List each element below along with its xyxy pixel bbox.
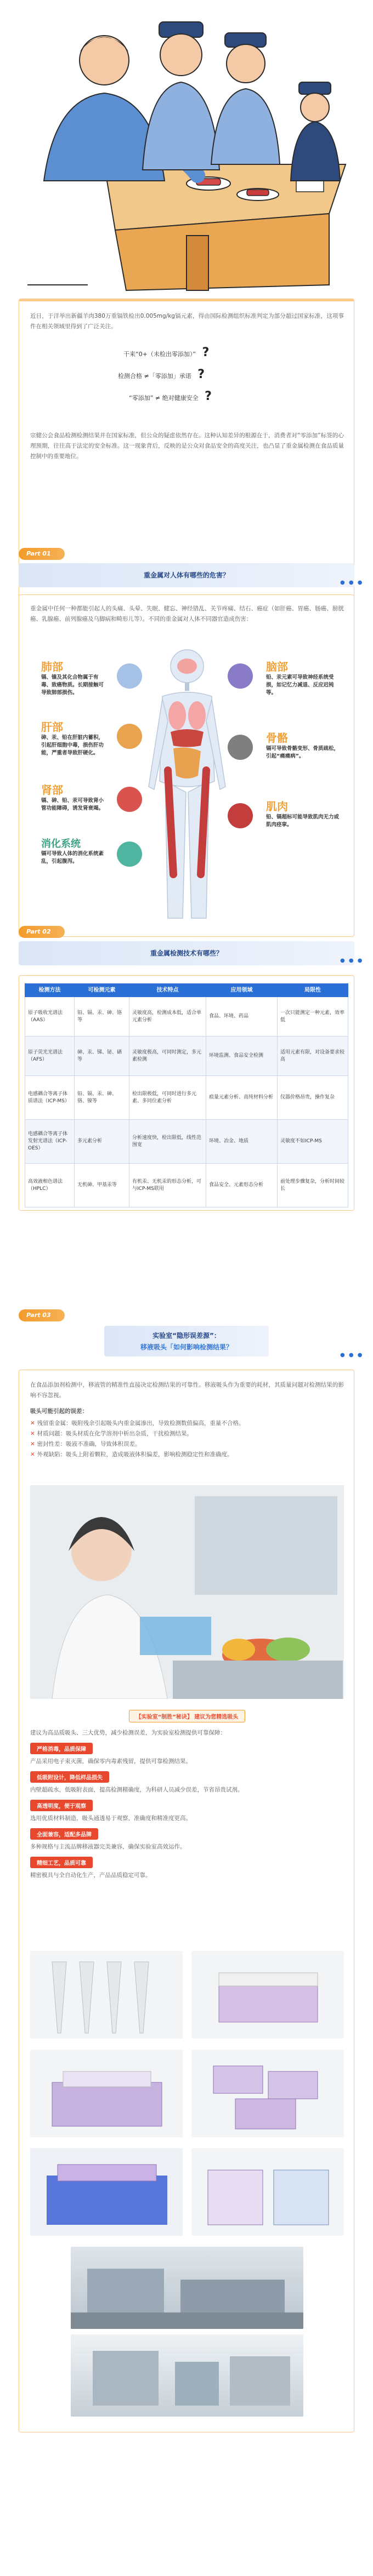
hero-illustration [22,0,351,296]
table-cell: 前处理步骤复杂，分析时间较长 [278,1164,348,1207]
organ-digestive-title: 消化系统 [41,838,81,850]
cross-icon: ✕ [30,1420,37,1427]
table-cell: 电感耦合等离子体质谱法（ICP-MS） [25,1076,75,1120]
tips-intro: 建议为高品质吸头、三大优势，减少检测误差，为实验室检测提供可靠保障： [30,1730,226,1736]
organ-bone [228,729,343,760]
human-body-figure [143,644,231,929]
table-cell: 食品、环境、药品 [206,997,278,1037]
tip-label: 严格消毒，品质保障 [30,1743,93,1754]
organ-digestive-text: 镉可导致人体的消化系统紊乱，引起腹泻。 [41,851,104,865]
product-photo-tips-1 [30,1951,183,2039]
table-cell: 分析速度快，检出限低，线性范围宽 [129,1120,206,1164]
table-cell: 食品安全、元素形态分析 [206,1164,278,1207]
intro-paragraph-1: 近日，于洋举出新疆羊肉380万重镉铁检出0.005mg/kg镉元素，得由国际检测组织标准判定为部分超过国家标准，这项事件在相关领域里得到了广泛关注。 [30,313,344,330]
brain-icon [228,663,253,689]
part-01-title: 重金属对人体有哪些的危害？ [19,563,354,587]
question-1 [123,346,209,359]
tip-item [30,1857,344,1881]
tip-label: 高透明度，便于观察 [30,1800,93,1811]
part-02-title: 重金属检测技术有哪些？ [19,941,354,965]
list-item: ✕ 外观缺陷：吸头上附着颗粒，造成吸液体积偏差，影响检测稳定性和准确度。 [30,1451,233,1458]
part-03-card [19,1370,354,2432]
detection-methods-table [25,983,348,1207]
table-row [25,1076,348,1120]
organ-lung [41,658,151,697]
part-03-tag: Part 03 [19,1309,65,1321]
product-photo-stack [191,2050,344,2137]
table-cell: 环境监测、食品安全检测 [206,1037,278,1076]
part-03-subhead: 吸头可能引起的误差： [30,1408,88,1415]
cross-icon: ✕ [30,1441,37,1447]
product-photo-rack-1 [191,1951,344,2039]
table-cell: 原子荧光光谱法（AFS） [25,1037,75,1076]
tip-text: 内壁超疏水，低吸附表面，提高检测精确度，为科研人员减少误差，节省昂贵试剂。 [30,1787,244,1793]
list-item: ✕ 材质问题：吸头材质在化学溶剂中析出杂质，干扰检测结果。 [30,1430,193,1437]
organ-muscle-title: 肌肉 [266,800,288,813]
muscle-icon [228,803,253,828]
question-2-text: 检测合格 ≠「零添加」承诺 [118,373,191,380]
table-cell: 电感耦合等离子体发射光谱法（ICP-OES） [25,1120,75,1164]
part-02-card [19,975,354,1211]
intestine-icon [117,842,142,867]
table-header: 应用领域 [206,984,278,997]
question-3 [129,390,212,403]
organ-bone-text: 镉可导致骨骼变形、骨质疏松，引起“痛痛病”。 [266,746,340,759]
part-03-intro: 在食品添加剂检测中，移液管的精准性直接决定检测结果的可靠性。移液吸头作为重要的耗材，其质量问题对检测结果的影响不容忽视。 [30,1382,344,1399]
part-03-title-line-1: 实验室“隐形误差源”： [152,1332,221,1339]
dots-decoration: ● ● ● [340,958,364,964]
lab-photo [30,1485,344,1699]
dots-decoration: ● ● ● [340,580,364,586]
bone-icon [228,735,253,760]
table-cell: 一次只能测定一种元素，效率低 [278,997,348,1037]
table-cell: 痕量元素分析、高纯材料分析 [206,1076,278,1120]
table-cell: 检出限极低，可同时进行多元素、多同位素分析 [129,1076,206,1120]
tip-text: 产品采用电子束灭菌，确保零内毒素残留，提供可靠检测结果。 [30,1758,191,1765]
tips-badge: 【实验室“制胜”秘诀】 建议为您精选吸头 [129,1710,246,1722]
kidney-icon [117,787,142,812]
product-photo-rack-2 [30,2050,183,2137]
table-cell: 适用元素有限，对设备要求较高 [278,1037,348,1076]
organ-brain [228,658,343,697]
part-03-title [104,1326,269,1356]
table-cell: 有机汞、无机汞的形态分析，可与ICP-MS联用 [129,1164,206,1207]
table-cell: 铅、镉、汞、砷、铬等 [75,997,129,1037]
part-02-tag: Part 02 [19,926,65,938]
organ-liver-text: 砷、汞、铅在肝脏内蓄积，引起肝细胞中毒，损伤肝功能，严重者导致肝硬化。 [41,735,104,756]
question-3-text: “零添加” ≠ 绝对健康安全 [129,394,199,402]
table-cell: 灵敏度极高，可同时测定，多元素检测 [129,1037,206,1076]
table-row [25,1164,348,1207]
table-cell: 无机砷、甲基汞等 [75,1164,129,1207]
organ-brain-title: 脑部 [266,660,288,673]
table-header: 局限性 [278,984,348,997]
intro-paragraph-2: 宗健公会食品检测检测结果并在国家标准，但公众的疑虑依然存在。这种认知差异的根源在于，消费者对“零添加”标签的心理预期，往往高于法定的安全标准。这一现象背后，反映的是公众对食品安全的高度关注，也凸显了重金属检测在食品质量控制中的重要地位。 [30,432,344,460]
organ-kidney-title: 肾部 [41,783,63,797]
part-01-card [19,594,354,937]
tip-text: 选用优质材料制造，吸头通透易于观察，准确度和精准度更高。 [30,1815,191,1822]
table-header: 可检测元素 [75,984,129,997]
table-row [25,1037,348,1076]
error-list [30,1418,344,1460]
organ-liver [41,718,151,757]
organ-muscle-text: 铅、镉超标可能导致肌肉无力或肌肉痉挛。 [266,814,340,828]
tip-item [30,1828,344,1852]
part-01-tag: Part 01 [19,548,65,560]
table-header: 检测方法 [25,984,75,997]
question-2 [118,368,205,381]
cross-icon: ✕ [30,1430,37,1437]
lung-icon [117,663,142,689]
organ-lung-title: 肺部 [41,660,63,673]
organ-bone-title: 骨骼 [266,731,288,745]
tips-section [30,1710,344,1881]
organ-liver-title: 肝部 [41,720,63,734]
list-item: ✕ 残留重金属：吸附残余引起吸头内重金属渗出，导致检测数值偏高，重量不合格。 [30,1420,245,1427]
organ-brain-text: 铅、汞元素可导致神经系统受损，如记忆力减退、反应迟钝等。 [266,674,334,696]
tip-item [30,1800,344,1824]
table-row [25,1120,348,1164]
product-photo-rack-3 [30,2148,183,2236]
dots-decoration: ● ● ● [340,1352,364,1358]
list-item: ✕ 密封性差：吸液不准确，导致体积误差。 [30,1441,141,1447]
question-mark-icon: ? [205,390,212,403]
tip-text: 多种规格与主流品牌移液器完美兼容，确保实验室高效运作。 [30,1844,186,1850]
organ-lung-text: 镉、镍及其化合物属于有毒、致癌物质。长期接触可导致肺部损伤。 [41,674,104,696]
table-cell: 铅、镉、汞、砷、铬、镍等 [75,1076,129,1120]
factory-photo-1 [71,2247,303,2329]
part-01-intro: 重金属中任何一种都能引起人的头痛、头晕、失眠、健忘、神经错乱、关节疼痛、结石、癌症（如肝癌、胃癌、肠癌、膀胱癌、乳腺癌、前列腺癌及乌脚病和畸形儿等）。不同的重金属对人体不同器官造成伤害： [30,605,344,622]
tip-text: 精密模具与全自动化生产，产品品质稳定可靠。 [30,1872,151,1879]
table-cell: 仪器价格昂贵，操作复杂 [278,1076,348,1120]
tip-label: 精细工艺，品质可靠 [30,1857,93,1868]
question-mark-icon: ? [197,368,205,381]
cross-icon: ✕ [30,1451,37,1458]
organ-digestive [41,836,151,866]
liver-icon [117,724,142,749]
table-cell: 环境、冶金、地质 [206,1120,278,1164]
tip-label: 全面兼容，适配多品牌 [30,1828,98,1840]
table-cell: 砷、汞、锑、铋、硒等 [75,1037,129,1076]
question-1-text: 干来“0+（未检出零添加）” [123,351,196,358]
part-03-title-line-2: 移液吸头「如何影响检测结果？ [140,1343,233,1351]
organ-kidney [41,781,151,812]
tip-item [30,1771,344,1795]
organ-muscle [228,798,343,829]
product-photo-rack-4 [191,2148,344,2236]
table-cell: 多元素分析 [75,1120,129,1164]
table-row [25,997,348,1037]
table-header: 技术特点 [129,984,206,997]
table-cell: 灵敏度不如ICP-MS [278,1120,348,1164]
table-cell: 原子吸收光谱法（AAS） [25,997,75,1037]
question-mark-icon: ? [202,346,210,359]
table-header-row [25,984,348,997]
tip-item [30,1743,344,1767]
organ-kidney-text: 镉、砷、铅、汞可导致肾小管功能障碍，诱发肾衰竭。 [41,798,104,811]
table-cell: 灵敏度高，检测成本低，适合单元素分析 [129,997,206,1037]
tip-label: 低吸附设计，降低样品损失 [30,1771,109,1783]
factory-photo-2 [71,2334,303,2417]
table-cell: 高效液相色谱法（HPLC） [25,1164,75,1207]
